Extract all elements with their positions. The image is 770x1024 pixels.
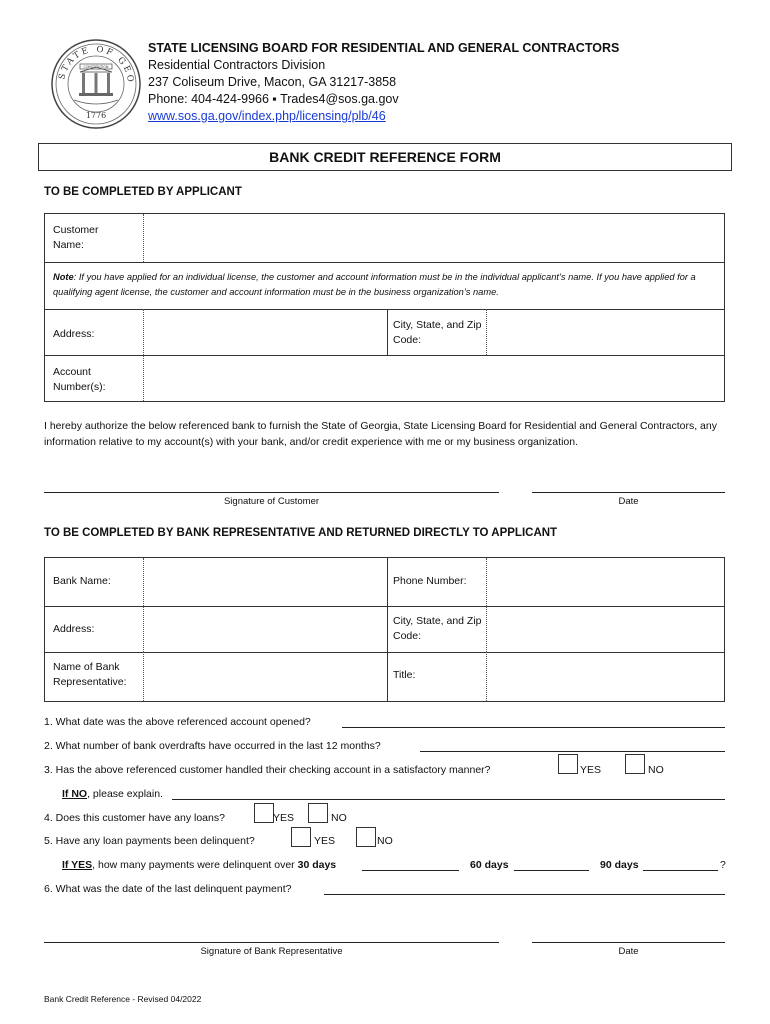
applicant-table (44, 213, 725, 402)
city-field-divider (486, 309, 487, 355)
question-3: 3. Has the above referenced customer handled their checking account in a satisfactory manner? (44, 764, 491, 776)
question-6: 6. What was the date of the last delinquent payment? (44, 883, 292, 895)
q5-yes-checkbox[interactable] (291, 827, 311, 847)
account-divider (143, 355, 144, 401)
q3-explain-prompt (62, 788, 163, 800)
days-question-mark: ? (720, 859, 726, 871)
account-label-1: Account (53, 366, 91, 378)
rep-label-2: Representative: (53, 676, 127, 688)
applicant-city-state-zip-field[interactable] (488, 312, 723, 352)
address-divider (143, 309, 144, 355)
bank-city-label-1: City, State, and Zip (393, 615, 482, 627)
account-label-2: Number(s): (53, 381, 106, 393)
q3-if-no: If NO (62, 788, 88, 800)
bank-table (44, 557, 725, 702)
bank-name-divider (143, 558, 144, 606)
agency-phone: Phone: 404-424-9966 ▪ Trades4@sos.ga.gov (148, 92, 399, 106)
question-5: 5. Have any loan payments been delinquent? (44, 835, 255, 847)
customer-name-label-2: Name: (53, 239, 84, 251)
customer-signature-label: Signature of Customer (223, 496, 320, 507)
bank-signature-label: Signature of Bank Representative (200, 946, 343, 957)
days-90-field[interactable] (643, 858, 718, 871)
bank-section-title: TO BE COMPLETED BY BANK REPRESENTATIVE AND RETURNED DIRECTLY TO APPLICANT (44, 527, 558, 539)
rep-divider (143, 652, 144, 701)
q3-yes-checkbox[interactable] (558, 754, 578, 774)
q3-explain-line[interactable] (172, 787, 725, 800)
applicant-section-title: TO BE COMPLETED BY APPLICANT (44, 186, 242, 198)
seal-year: 1776 (85, 111, 107, 120)
row-divider (45, 606, 724, 607)
form-title: BANK CREDIT REFERENCE FORM (38, 143, 732, 171)
title-divider (387, 652, 388, 701)
agency-name: STATE LICENSING BOARD FOR RESIDENTIAL AND GENERAL CONTRACTORS (148, 41, 620, 55)
q4-no-label: NO (331, 812, 347, 824)
question-2-answer-line[interactable] (420, 739, 725, 752)
days-90-label: 90 days (600, 859, 639, 871)
customer-date-label: Date (618, 496, 639, 507)
q3-no-label: NO (648, 764, 664, 776)
customer-signature-line[interactable] (44, 492, 499, 493)
question-1-answer-line[interactable] (342, 715, 725, 728)
q5-if-yes: If YES (62, 859, 93, 871)
representative-title-field[interactable] (488, 654, 723, 700)
city-label-1: City, State, and Zip (393, 319, 482, 331)
agency-header (148, 40, 619, 125)
q3-explain: , please explain. (87, 788, 163, 800)
customer-name-divider (143, 214, 144, 262)
bank-city-field-divider (486, 606, 487, 652)
note-label: Note (53, 272, 74, 282)
row-divider (45, 309, 724, 310)
customer-date-line[interactable] (532, 492, 725, 493)
phone-field-divider (486, 558, 487, 606)
address-label: Address: (53, 328, 95, 340)
q4-yes-label: YES (273, 812, 295, 824)
bank-signature-line[interactable] (44, 942, 499, 943)
bank-city-label-2: Code: (393, 630, 422, 642)
bank-date-label: Date (618, 946, 639, 957)
bank-name-label: Bank Name: (53, 575, 111, 587)
row-divider (45, 355, 724, 356)
q5-no-checkbox[interactable] (356, 827, 376, 847)
applicant-note (53, 270, 716, 300)
authorization-paragraph: I hereby authorize the below referenced bank to furnish the State of Georgia, State Licensing Board for Residential and General Contractors, any information relative to my account(s) with your bank, and/or credit experience with me or my business organization. (44, 420, 717, 448)
bank-address-divider (143, 606, 144, 652)
q5-no-label: NO (377, 835, 393, 847)
title-field-divider (486, 652, 487, 701)
note-text: : If you have applied for an individual license, the customer and account information must be in the individual applicant’s name. If you have applied for a qualifying agent license, the customer and account information must be in the business organization’s name. (53, 272, 696, 297)
bank-address-label: Address: (53, 623, 95, 635)
account-numbers-field[interactable] (145, 358, 723, 400)
q3-no-checkbox[interactable] (625, 754, 645, 774)
question-4: 4. Does this customer have any loans? (44, 812, 225, 824)
seal-top-text: STATE OF GEO (57, 44, 136, 85)
agency-division: Residential Contractors Division (148, 58, 326, 72)
georgia-state-seal (50, 38, 142, 130)
days-60-field[interactable] (514, 858, 589, 871)
title-label: Title: (393, 669, 416, 681)
q5-delinquent-prompt (62, 859, 336, 871)
days-60-label: 60 days (470, 859, 509, 871)
agency-website-link[interactable]: www.sos.ga.gov/index.php/licensing/plb/46 (148, 109, 386, 123)
bank-city-state-zip-field[interactable] (488, 608, 723, 650)
agency-address: 237 Coliseum Drive, Macon, GA 31217-3858 (148, 75, 397, 89)
days-30-label: 30 days (297, 859, 337, 871)
question-6-answer-line[interactable] (324, 882, 725, 895)
row-divider (45, 652, 724, 653)
bank-representative-field[interactable] (145, 654, 385, 700)
phone-label: Phone Number: (393, 575, 467, 587)
customer-name-label-1: Customer (53, 224, 99, 236)
bank-phone-field[interactable] (488, 560, 723, 604)
bank-name-field[interactable] (145, 560, 385, 604)
bank-address-field[interactable] (145, 608, 385, 650)
row-divider (45, 262, 724, 263)
customer-name-field[interactable] (145, 216, 723, 260)
days-30-field[interactable] (362, 858, 459, 871)
rep-label-1: Name of Bank (53, 661, 120, 673)
question-2: 2. What number of bank overdrafts have occurred in the last 12 months? (44, 740, 381, 752)
seal-ribbon-text: CONSTITUTION (83, 65, 109, 69)
q4-yes-checkbox[interactable] (254, 803, 274, 823)
phone-divider (387, 558, 388, 606)
q5-yes-label: YES (314, 835, 336, 847)
q4-no-checkbox[interactable] (308, 803, 328, 823)
footer-revision: Bank Credit Reference - Revised 04/2022 (44, 994, 202, 1004)
q5-how-many: , how many payments were delinquent over (92, 859, 295, 871)
applicant-address-field[interactable] (145, 312, 385, 352)
bank-date-line[interactable] (532, 942, 725, 943)
city-label-2: Code: (393, 334, 422, 346)
city-divider (387, 309, 388, 355)
bank-city-divider (387, 606, 388, 652)
question-1: 1. What date was the above referenced account opened? (44, 716, 311, 728)
q3-yes-label: YES (580, 764, 602, 776)
